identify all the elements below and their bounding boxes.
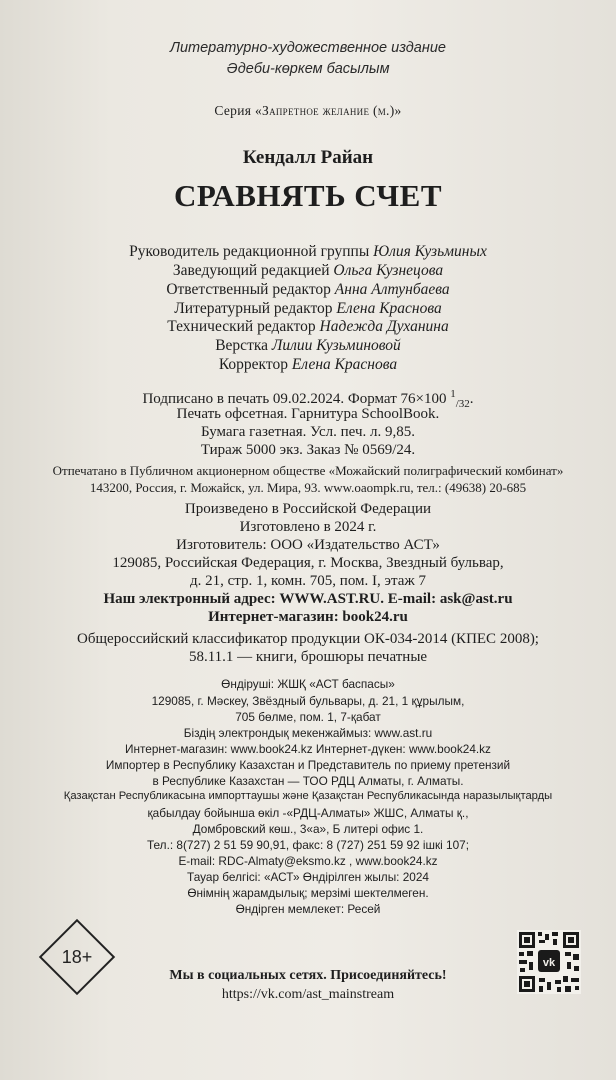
qr-code-icon (517, 930, 581, 994)
kz-line: Қазақстан Республикасына импорттаушы және Қазақстан Республикасында наразылықтарды (63, 790, 553, 802)
kz-line: Импортер в Республику Казахстан и Представитель по приему претензий (105, 758, 511, 772)
print-signed-line: Подписано в печать 09.02.2024. Формат 76×100 $^1_{/32}$. (142, 388, 474, 410)
kz-line: Домбровский көш., 3«а», Б литері офис 1. (192, 822, 424, 836)
kz-line: 705 бөлме, пом. 1, 7-қабат (235, 710, 381, 724)
printer-address: 143200, Россия, г. Можайск, ул. Мира, 93. www.oaompk.ru, тел.: (49638) 20-685 (89, 480, 527, 495)
kz-line: E-mail: RDC-Almaty@eksmo.kz , www.book24.kz (178, 854, 438, 868)
kz-line: 129085, г. Мәскеу, Звёздный бульвары, д. 21, 1 құрылым, (151, 694, 465, 708)
credit-line: Корректор Елена Краснова (218, 356, 398, 373)
kz-line: Өнімнің жарамдылық; мерзімі шектелмеген. (187, 886, 429, 900)
kz-line: Тел.: 8(727) 2 51 59 90,91, факс: 8 (727) 251 59 92 ішкі 107; (146, 838, 470, 852)
credit-line: Заведующий редакцией Ольга Кузнецова (172, 262, 444, 279)
kz-line: Өндірген мемлекет: Ресей (235, 902, 381, 916)
run-order-line: Тираж 5000 экз. Заказ № 0569/24. (200, 442, 416, 458)
producer-line: Изготовитель: ООО «Издательство АСТ» (176, 537, 440, 553)
social-link[interactable]: https://vk.com/ast_mainstream (221, 987, 395, 1002)
classifier-line: Общероссийский классификатор продукции ОК-034-2014 (КПЕС 2008); (77, 631, 539, 647)
book-author: Кендалл Райан (242, 147, 374, 168)
age-rating-badge (38, 918, 116, 996)
producer-line: Произведено в Российской Федерации (184, 501, 432, 517)
kz-line: Біздің электрондық мекенжаймыз: www.ast.ru (183, 726, 433, 740)
credit-line: Технический редактор Надежда Духанина (167, 318, 449, 335)
producer-line: д. 21, стр. 1, комн. 705, пом. I, этаж 7 (190, 573, 426, 589)
kz-line: Интернет-магазин: www.book24.kz Интернет-дүкен: www.book24.kz (125, 742, 491, 756)
series-line (0, 103, 616, 119)
classifier-line: 58.11.1 — книги, брошюры печатные (188, 649, 428, 665)
producer-line: Изготовлено в 2024 г. (239, 519, 377, 535)
publication-type-kz: Әдеби-көркем басылым (226, 61, 390, 77)
series-name: «Запретное желание (м.)» (254, 103, 402, 118)
paper-line: Бумага газетная. Усл. печ. л. 9,85. (201, 424, 415, 440)
kz-line: Өндіруші: ЖШҚ «АСТ баспасы» (221, 677, 395, 691)
social-invite: Мы в социальных сетях. Присоединяйтесь! (169, 968, 447, 983)
producer-line: Наш электронный адрес: WWW.AST.RU. E-mail: ask@ast.ru (103, 591, 513, 607)
publication-type-ru: Литературно-художественное издание (170, 40, 446, 56)
printer-name: Отпечатано в Публичном акционерном обществе «Можайский полиграфический комбинат» (52, 463, 564, 478)
kz-line: қабылдау бойынша өкіл -«РДЦ-Алматы» ЖШС, Алматы қ., (147, 806, 469, 820)
kz-line: Тауар белгісі: «АСТ» Өндірілген жылы: 2024 (187, 870, 429, 884)
series-label: Серия (214, 103, 252, 118)
producer-line: Интернет-магазин: book24.ru (208, 609, 408, 625)
age-rating-text: 18+ (61, 947, 93, 967)
credit-line: Верстка Лилии Кузьминовой (215, 337, 401, 354)
credit-line: Руководитель редакционной группы Юлия Кузьминых (129, 243, 487, 260)
vk-logo-text: vk (542, 957, 556, 969)
producer-line: 129085, Российская Федерация, г. Москва, Звездный бульвар, (112, 555, 504, 571)
kz-line: в Республике Казахстан — ТОО РДЦ Алматы, г. Алматы. (152, 774, 464, 788)
credit-line: Литературный редактор Елена Краснова (174, 300, 442, 317)
book-title: СРАВНЯТЬ СЧЕТ (173, 178, 443, 213)
credit-line: Ответственный редактор Анна Алтунбаева (166, 281, 450, 298)
print-type-line: Печать офсетная. Гарнитура SchoolBook. (176, 406, 440, 422)
